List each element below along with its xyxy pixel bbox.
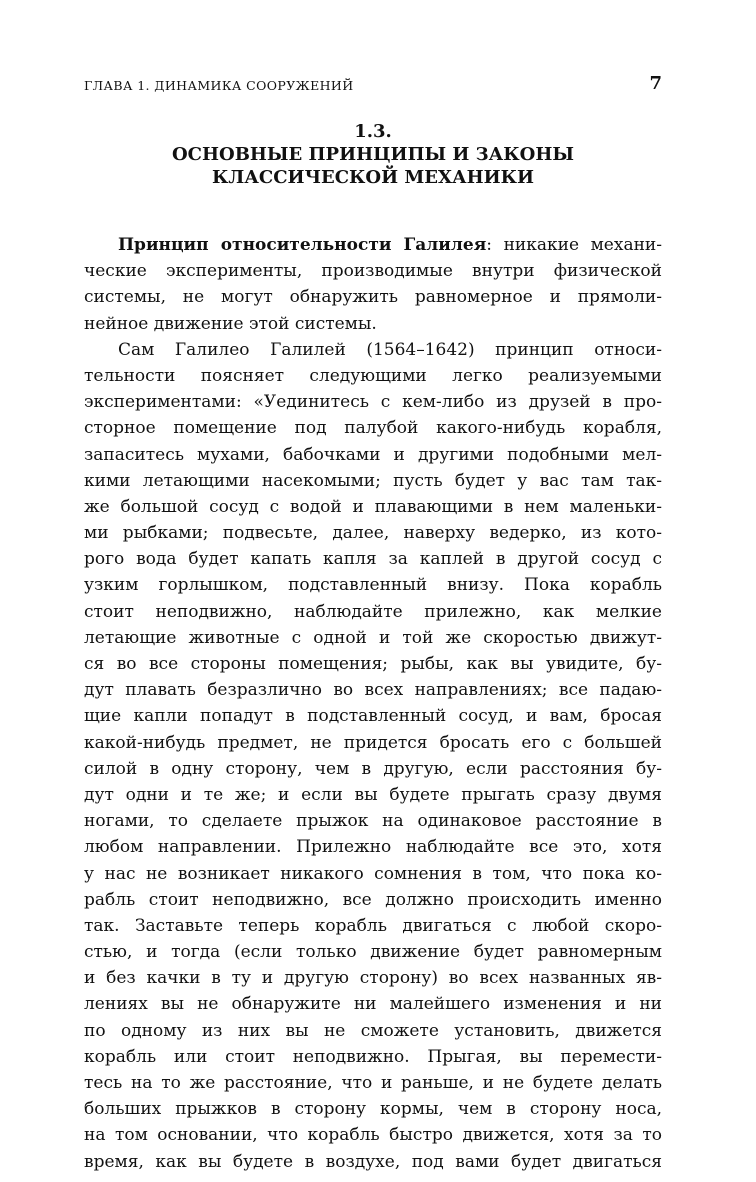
paragraph-2-line: же большой сосуд с водой и плавающими в нем маленьки- bbox=[84, 496, 662, 517]
paragraph-2-line: узким горлышком, подставленный внизу. Пока корабль bbox=[84, 575, 662, 596]
principle-term: Принцип относительности Галилея bbox=[118, 235, 487, 255]
principle-definition-start: : никакие механи- bbox=[486, 235, 662, 255]
section-heading bbox=[84, 120, 662, 189]
paragraph-1-line: нейное движение этой системы. bbox=[84, 313, 377, 334]
section-number: 1.3. bbox=[354, 121, 392, 142]
page-number: 7 bbox=[649, 73, 662, 94]
paragraph-1-line: системы, не могут обнаружить равномерное и прямоли- bbox=[84, 287, 662, 308]
paragraph-2-line: по одному из них вы не сможете установить, движется bbox=[84, 1020, 662, 1041]
paragraph-2-line: так. Заставьте теперь корабль двигаться с любой скоро- bbox=[84, 915, 662, 936]
paragraph-2-line: ся во все стороны помещения; рыбы, как вы увидите, бу- bbox=[84, 654, 662, 674]
section-title-line-2: КЛАССИЧЕСКОЙ МЕХАНИКИ bbox=[211, 167, 535, 188]
paragraph-2-line: какой-нибудь предмет, не придется бросать его с большей bbox=[84, 732, 662, 753]
paragraph-2-line: дут одни и те же; и если вы будете прыгать сразу двумя bbox=[84, 784, 662, 805]
paragraph-1-line: ческие эксперименты, производимые внутри физической bbox=[84, 261, 662, 282]
paragraph-2-line: летающие животные с одной и той же скоростью движут- bbox=[84, 627, 662, 648]
paragraph-2-line: щие капли попадут в подставленный сосуд, и вам, бросая bbox=[84, 706, 662, 727]
paragraph-2-line: рого вода будет капать капля за каплей в другой сосуд с bbox=[84, 549, 662, 570]
paragraph-2-line: стью, и тогда (если только движение будет равномерным bbox=[84, 942, 662, 963]
paragraph-2-line: ми рыбками; подвесьте, далее, наверху ведерко, из кото- bbox=[84, 523, 662, 544]
paragraph-2-line: запаситесь мухами, бабочками и другими подобными мел- bbox=[84, 444, 662, 465]
paragraph-2-line: кими летающими насекомыми; пусть будет у вас там так- bbox=[84, 470, 662, 491]
body-text bbox=[84, 232, 662, 1175]
paragraph-2-line: стоит неподвижно, наблюдайте прилежно, как мелкие bbox=[84, 601, 662, 622]
paragraph-2-line: силой в одну сторону, чем в другую, если расстояния бу- bbox=[84, 758, 662, 779]
paragraph-2-line: на том основании, что корабль быстро движется, хотя за то bbox=[84, 1125, 662, 1146]
paragraph-2-line: Сам Галилео Галилей (1564–1642) принцип относи- bbox=[118, 339, 662, 360]
paragraph-2-line: ногами, то сделаете прыжок на одинаковое расстояние в bbox=[84, 811, 662, 832]
paragraph-2-line: экспериментами: «Уединитесь с кем-либо из друзей в про- bbox=[84, 392, 662, 413]
paragraph-2-line: у нас не возникает никакого сомнения в том, что пока ко- bbox=[84, 863, 662, 884]
paragraph-2-line: рабль стоит неподвижно, все должно происходить именно bbox=[84, 889, 662, 910]
paragraph-2-line: корабль или стоит неподвижно. Прыгая, вы перемести- bbox=[84, 1046, 662, 1067]
section-title-line-1: ОСНОВНЫЕ ПРИНЦИПЫ И ЗАКОНЫ bbox=[172, 144, 574, 165]
paragraph-1-line bbox=[84, 232, 662, 258]
paragraph-2-line: лениях вы не обнаружите ни малейшего изменения и ни bbox=[84, 994, 662, 1015]
paragraph-2-line: время, как вы будете в воздухе, под вами будет двигаться bbox=[84, 1151, 662, 1172]
paragraph-2-line: и без качки в ту и другую сторону) во всех названных яв- bbox=[84, 968, 662, 989]
paragraph-2-line: тесь на то же расстояние, что и раньше, и не будете делать bbox=[84, 1073, 662, 1093]
paragraph-2-line: сторное помещение под палубой какого-нибудь корабля, bbox=[84, 418, 662, 439]
running-head: ГЛАВА 1. ДИНАМИКА СООРУЖЕНИЙ bbox=[84, 78, 354, 93]
paragraph-2-line: любом направлении. Прилежно наблюдайте все это, хотя bbox=[84, 837, 662, 858]
paragraph-2-line: больших прыжков в сторону кормы, чем в сторону носа, bbox=[84, 1099, 662, 1120]
paragraph-2-line: тельности поясняет следующими легко реализуемыми bbox=[84, 365, 662, 386]
paragraph-2-line: дут плавать безразлично во всех направлениях; все падаю- bbox=[84, 680, 662, 701]
